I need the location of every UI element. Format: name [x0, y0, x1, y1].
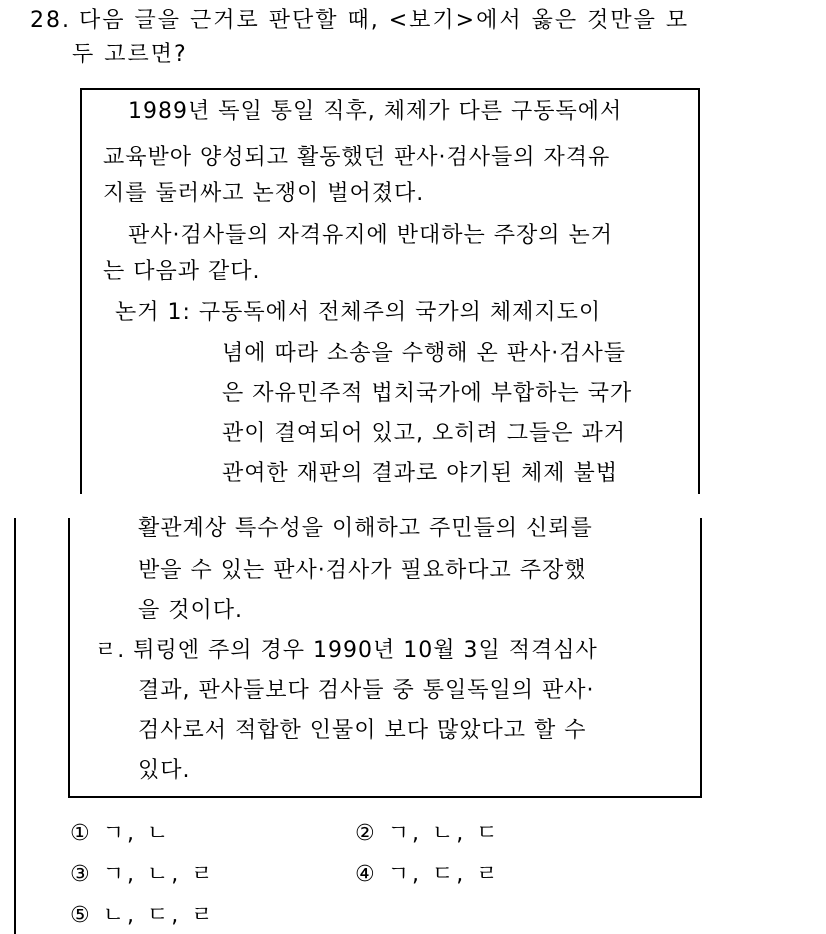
passage-line: 논거 1: 구동독에서 전체주의 국가의 체제지도이	[115, 300, 602, 325]
passage-line: 관이 결여되어 있고, 오히려 그들은 과거	[222, 421, 626, 446]
option-line: 활관계상 특수성을 이해하고 주민들의 신뢰를	[138, 516, 593, 541]
option-line: 있다.	[138, 758, 191, 783]
question-text-1: 다음 글을 근거로 판단할 때, <보기>에서 옳은 것만을 모	[79, 8, 690, 33]
question-number: 28.	[30, 8, 71, 33]
passage-line: 는 다음과 같다.	[103, 259, 261, 284]
option-line: 결과, 판사들보다 검사들 중 통일독일의 판사·	[138, 678, 595, 703]
question-line-2: 두 고르면?	[72, 42, 188, 67]
question-header	[30, 4, 800, 72]
passage-line: 관여한 재판의 결과로 야기된 체제 불법	[222, 461, 618, 486]
passage-line: 념에 따라 소송을 수행해 온 판사·검사들	[222, 341, 626, 366]
passage-line: 지를 둘러싸고 논쟁이 벌어졌다.	[103, 181, 425, 206]
choice-2[interactable]: ② ㄱ, ㄴ, ㄷ	[355, 821, 501, 846]
option-line: 을 것이다.	[138, 598, 243, 623]
passage-line: 1989년 독일 통일 직후, 체제가 다른 구동독에서	[128, 99, 623, 124]
passage-line: 은 자유민주적 법치국가에 부합하는 국가	[222, 381, 633, 406]
passage-line: 교육받아 양성되고 활동했던 판사·검사들의 자격유	[103, 145, 611, 170]
option-line: 받을 수 있는 판사·검사가 필요하다고 주장했	[138, 558, 587, 583]
option-line: ㄹ. 튀링엔 주의 경우 1990년 10월 3일 적격심사	[95, 638, 598, 663]
choice-3[interactable]: ③ ㄱ, ㄴ, ㄹ	[70, 862, 216, 887]
choice-5[interactable]: ⑤ ㄴ, ㄷ, ㄹ	[70, 903, 216, 928]
choice-4[interactable]: ④ ㄱ, ㄷ, ㄹ	[355, 862, 501, 887]
option-line: 검사로서 적합한 인물이 보다 많았다고 할 수	[138, 718, 587, 743]
page-column-rule	[14, 518, 16, 934]
choice-1[interactable]: ① ㄱ, ㄴ	[70, 821, 172, 846]
question-line-1	[30, 4, 800, 38]
passage-line: 판사·검사들의 자격유지에 반대하는 주장의 논거	[128, 223, 614, 248]
